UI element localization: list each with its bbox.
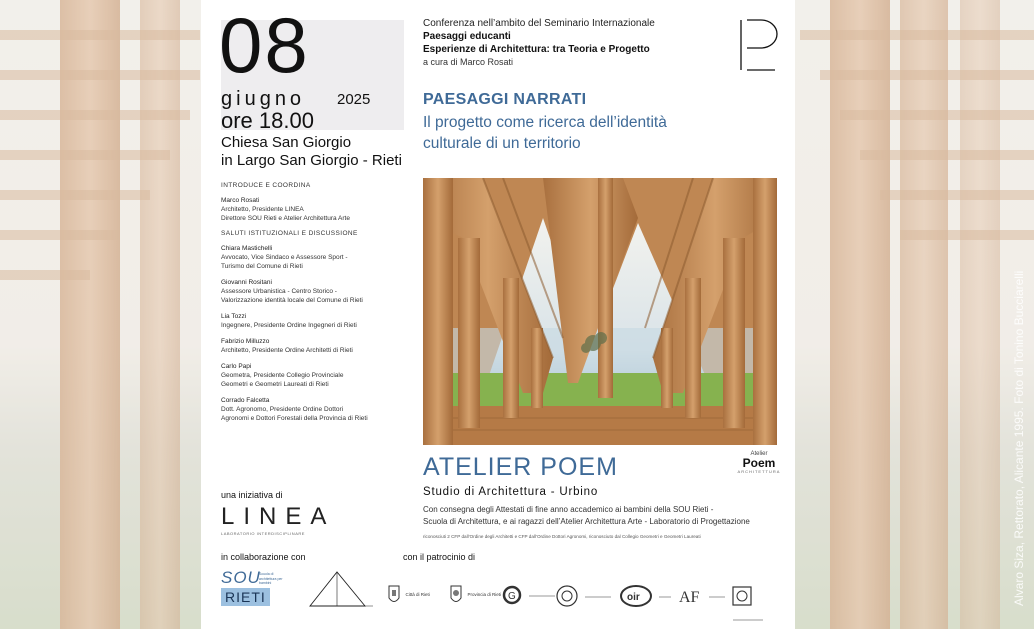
initiative-label: una iniziativa di [221,490,283,500]
patronage-logos [387,584,791,614]
consegna-line-1: Con consegna degli Attestati di fine anno accademico ai bambini della SOU Rieti - [423,505,714,514]
patron-logo: Città di Rieti [387,584,430,614]
curator: a cura di Marco Rosati [423,57,514,67]
event-venue: Chiesa San Giorgio [221,134,352,151]
patron-caption-icon [657,585,673,607]
event-poster [201,0,795,629]
event-day: 08 [219,1,310,89]
event-year: 2025 [337,91,371,108]
patron-caption-icon [583,585,613,607]
speaker-item: Fabrizio Milluzzo Architetto, Presidente Ordine Architetti di Rieti [221,338,353,354]
conference-header [423,17,723,69]
round-seal-icon [555,584,579,608]
pavilion-illustration-icon [423,178,777,445]
main-title: PAESAGGI NARRATI [423,91,587,108]
patron-logo [619,584,673,614]
patron-logo [731,584,791,614]
speaker-item: Marco Rosati Architetto, Presidente LINEA Direttore SOU Rieti e Atelier Architettura Arte [221,197,350,222]
patronage-label: con il patrocinio di [403,552,476,562]
greetings-heading: SALUTI ISTITUZIONALI E DISCUSSIONE [221,230,358,237]
main-subtitle-2: culturale di un territorio [423,135,581,152]
patron-logo: Provincia di Rieti [449,584,501,614]
patron-caption-icon [731,608,765,629]
square-emblem-icon [731,584,753,608]
architecture-photo [423,178,777,445]
speaker-item: Chiara Mastichelli Avvocato, Vice Sindaco e Assessore Sport - Turismo del Comune di Rieti [221,245,348,270]
collaboration-label: in collaborazione con [221,552,306,562]
svg-text:oir: oir [627,592,640,603]
patron-caption-icon [527,584,557,606]
city-crest-icon [387,584,401,606]
program [221,176,401,430]
conference-line: Conferenza nell’ambito del Seminario Internazionale [423,18,655,29]
atelier-title: ATELIER POEM [423,453,618,481]
patron-caption-icon [707,585,727,607]
province-crest-icon [449,584,463,606]
sou-rieti-logo: SOU RIETI Scuola di architettura per bambini [221,568,283,605]
speaker-item: Corrado Falcetta Dott. Agronomo, Presidente Ordine Dottori Agronomi e Dottori Forestali della Provincia di Rieti [221,397,368,422]
seminar-subtitle: Esperienze di Architettura: tra Teoria e Progetto [423,44,650,55]
main-subtitle-1: Il progetto come ricerca dell’identità [423,114,667,131]
patron-logo [501,584,557,614]
intro-heading: INTRODUCE E COORDINA [221,182,311,189]
photo-credit: Alvaro Siza, Rettorato, Alicante 1995. Foto di Tonino Bucciarelli [1012,270,1026,606]
seminar-title: Paesaggi educanti [423,31,511,42]
speaker-item: Lia Tozzi Ingegnere, Presidente Ordine Ingegneri di Rieti [221,313,357,329]
patron-logo [677,584,727,614]
af-logo-icon [677,584,703,608]
atelier-triangle-logo-icon [305,570,375,610]
p-logo-icon [739,18,779,72]
event-time: ore 18.00 [221,108,314,133]
svg-text:G: G [508,591,516,602]
consegna-line-2: Scuola di Architettura, e ai ragazzi dell’Atelier Architettura Arte - Laboratorio di Progettazione [423,517,750,526]
geometri-logo-icon [501,584,523,606]
linea-logo: LINEA LABORATORIO INTERDISCIPLINARE [221,503,336,536]
atelier-poem-logo: Atelier Poem ARCHITETTURA [737,451,781,474]
event-address: in Largo San Giorgio - Rieti [221,152,402,169]
studio-name: Studio di Architettura - Urbino [423,486,599,498]
speaker-item: Carlo Papi Geometra, Presidente Collegio Provinciale Geometri e Geometri Laureati di Rieti [221,363,344,388]
patron-logo [555,584,613,614]
credits-note: riconosciuti 2 CFP dall’Ordine degli Architetti e CFP dall’Ordine Dottori Agronomi, riconosciuto dal Collegio Geometri e Geometri Laureati [423,534,701,539]
speaker-item: Giovanni Rositani Assessore Urbanistica - Centro Storico - Valorizzazione identità locale del Comune di Rieti [221,279,363,304]
oir-logo-icon [619,584,653,608]
event-month: giugno [221,88,306,110]
svg-text:AF: AF [679,589,700,606]
